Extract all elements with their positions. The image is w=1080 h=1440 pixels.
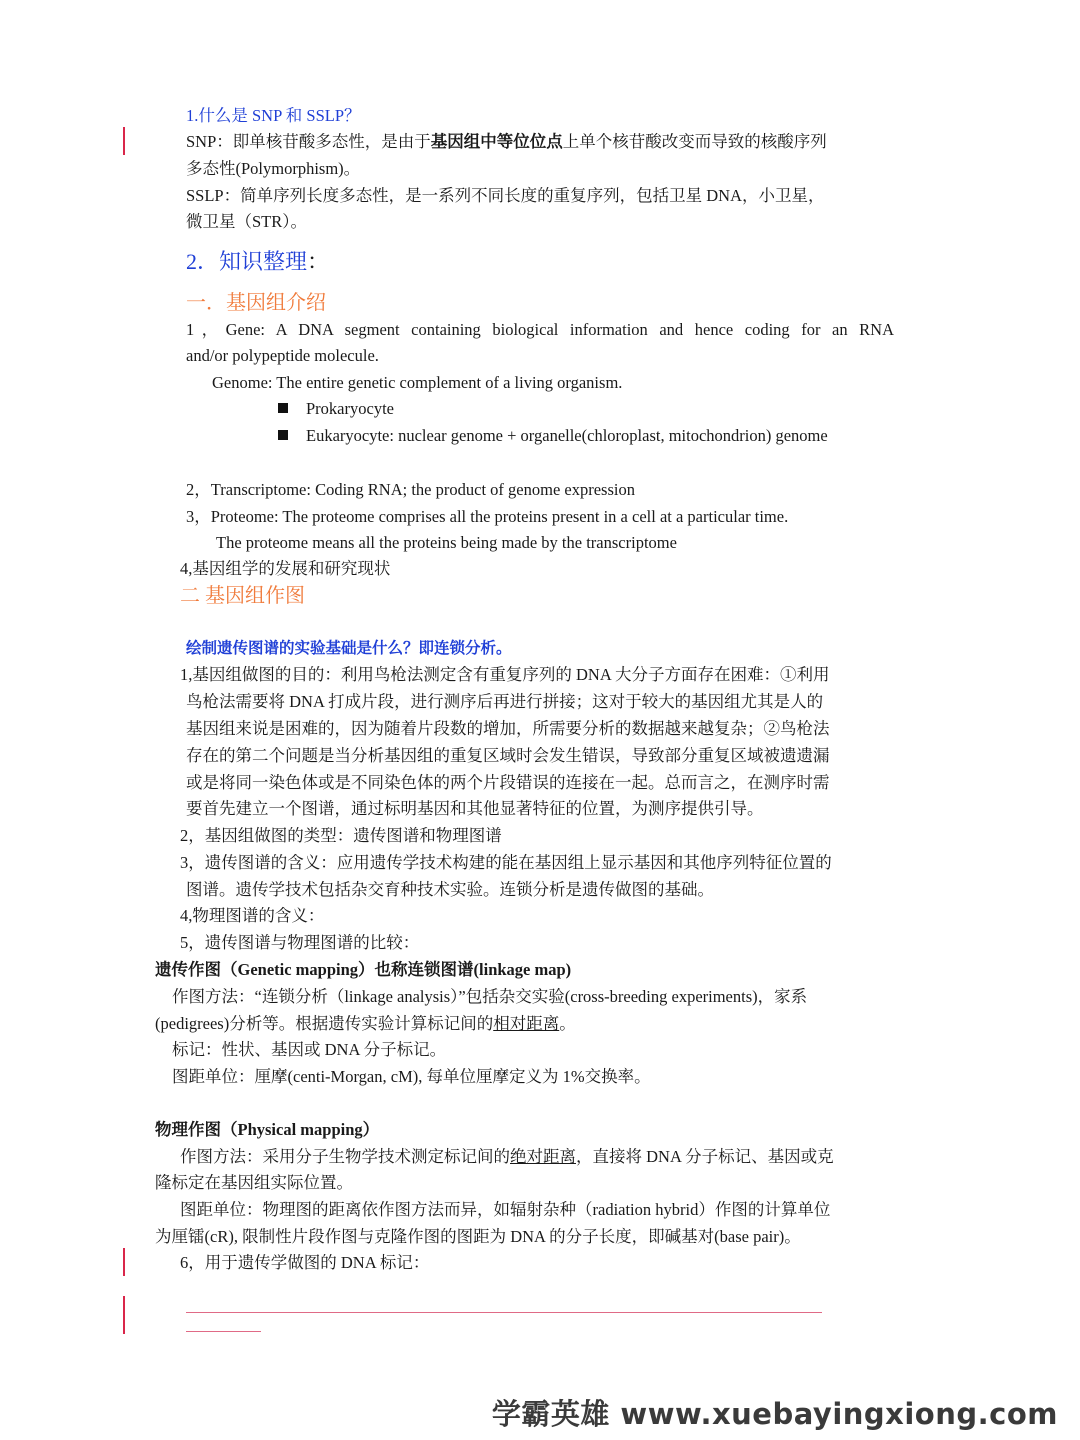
revision-bar bbox=[123, 1248, 125, 1276]
genetic-method: 作图方法：“连锁分析（linkage analysis）”包括杂交实验(cross-breeding experiments)，家系 bbox=[172, 987, 808, 1006]
gene-definition: 1，Gene: A DNA segment containing biological information and hence coding for an RNA bbox=[186, 320, 894, 339]
absolute-distance-term: 绝对距离 bbox=[510, 1147, 576, 1166]
mapping-purpose-line: 存在的第二个问题是当分析基因组的重复区域时会发生错误，导致部分重复区域被遗遗漏 bbox=[186, 746, 830, 765]
genetic-map-meaning: 3，遗传图谱的含义：应用遗传学技术构建的能在基因组上显示基因和其他序列特征位置的 bbox=[180, 853, 832, 872]
linkage-question: 绘制遗传图谱的实验基础是什么？即连锁分析。 bbox=[186, 639, 512, 657]
physical-unit-cont: 为厘镭(cR), 限制性片段作图与克隆作图的图距为 DNA 的分子长度，即碱基对(base pair)。 bbox=[155, 1227, 801, 1246]
part-2-title: 二 基因组作图 bbox=[180, 585, 305, 607]
genetic-map-meaning-cont: 图谱。遗传学技术包括杂交育种技术实验。连锁分析是遗传做图的基础。 bbox=[186, 880, 714, 899]
mapping-purpose-line: 鸟枪法需要将 DNA 打成片段，进行测序后再进行拼接；这对于较大的基因组尤其是人的 bbox=[186, 692, 824, 711]
square-bullet-icon bbox=[278, 430, 288, 440]
separator-line bbox=[186, 1312, 822, 1313]
mapping-types-item: 2，基因组做图的类型：遗传图谱和物理图谱 bbox=[180, 826, 502, 845]
proteome-definition-cont: The proteome means all the proteins being made by the transcriptome bbox=[216, 533, 677, 552]
physical-method-cont: 隆标定在基因组实际位置。 bbox=[155, 1173, 353, 1192]
mapping-purpose-line: 要首先建立一个图谱，通过标明基因和其他显著特征的位置，为测序提供引导。 bbox=[186, 799, 764, 818]
physical-mapping-title: 物理作图（Physical mapping） bbox=[155, 1120, 380, 1139]
revision-bar bbox=[123, 127, 125, 155]
map-comparison-item: 5，遗传图谱与物理图谱的比较： bbox=[180, 933, 420, 952]
genetic-mapping-title: 遗传作图（Genetic mapping）也称连锁图谱(linkage map) bbox=[155, 960, 572, 979]
genomics-status-item: 4,基因组学的发展和研究现状 bbox=[180, 559, 391, 578]
physical-map-meaning: 4,物理图谱的含义： bbox=[180, 906, 325, 925]
sslp-definition-cont: 微卫星（STR）。 bbox=[186, 212, 308, 231]
mapping-purpose-line: 基因组来说是困难的，因为随着片段数的增加，所需要分析的数据越来越复杂；②鸟枪法 bbox=[186, 719, 830, 738]
sslp-definition: SSLP：简单序列长度多态性，是一系列不同长度的重复序列，包括卫星 DNA，小卫星， bbox=[186, 186, 825, 205]
relative-distance-term: 相对距离 bbox=[493, 1014, 560, 1033]
physical-unit: 图距单位：物理图的距离依作图方法而异，如辐射杂种（radiation hybrid）作图的计算单位 bbox=[180, 1200, 831, 1219]
dna-markers-item: 6，用于遗传学做图的 DNA 标记： bbox=[180, 1253, 430, 1272]
transcriptome-definition: 2，Transcriptome: Coding RNA; the product of genome expression bbox=[186, 480, 635, 499]
genetic-unit: 图距单位：厘摩(centi-Morgan, cM), 每单位厘摩定义为 1%交换率。 bbox=[172, 1067, 651, 1086]
snp-bold-term: 基因组中等位位点 bbox=[430, 132, 563, 151]
mapping-purpose-line: 或是将同一染色体或是不同染色体的两个片段错误的连接在一起。总而言之，在测序时需 bbox=[186, 773, 830, 792]
revision-bar bbox=[123, 1296, 125, 1334]
genetic-method-cont: (pedigrees)分析等。根据遗传实验计算标记间的相对距离。 bbox=[155, 1014, 576, 1033]
physical-method: 作图方法：采用分子生物学技术测定标记间的绝对距离，直接将 DNA 分子标记、基因或克 bbox=[180, 1147, 834, 1166]
site-watermark: 学霸英雄 www.xuebayingxiong.com bbox=[491, 1397, 1058, 1431]
section-2-heading: 2．知识整理： bbox=[186, 249, 330, 274]
part-1-title: 一．基因组介绍 bbox=[186, 292, 326, 314]
gene-definition-cont: and/or polypeptide molecule. bbox=[186, 346, 379, 365]
list-item: Prokaryocyte bbox=[278, 399, 394, 419]
snp-definition: SNP：即单核苷酸多态性，是由于基因组中等位位点上单个核苷酸改变而导致的核酸序列 bbox=[186, 132, 827, 151]
separator-line bbox=[186, 1331, 261, 1332]
genetic-marker: 标记：性状、基因或 DNA 分子标记。 bbox=[172, 1040, 447, 1059]
list-item: Eukaryocyte: nuclear genome + organelle(chloroplast, mitochondrion) genome bbox=[278, 426, 828, 446]
square-bullet-icon bbox=[278, 403, 288, 413]
mapping-purpose-line: 1,基因组做图的目的：利用鸟枪法测定含有重复序列的 DNA 大分子方面存在困难：①利用 bbox=[180, 665, 830, 684]
proteome-definition: 3，Proteome: The proteome comprises all the proteins present in a cell at a particular time. bbox=[186, 507, 789, 526]
question-1-heading: 1.什么是 SNP 和 SSLP？ bbox=[186, 106, 361, 125]
genome-definition: Genome: The entire genetic complement of a living organism. bbox=[212, 373, 623, 392]
snp-definition-cont: 多态性(Polymorphism)。 bbox=[186, 159, 361, 178]
